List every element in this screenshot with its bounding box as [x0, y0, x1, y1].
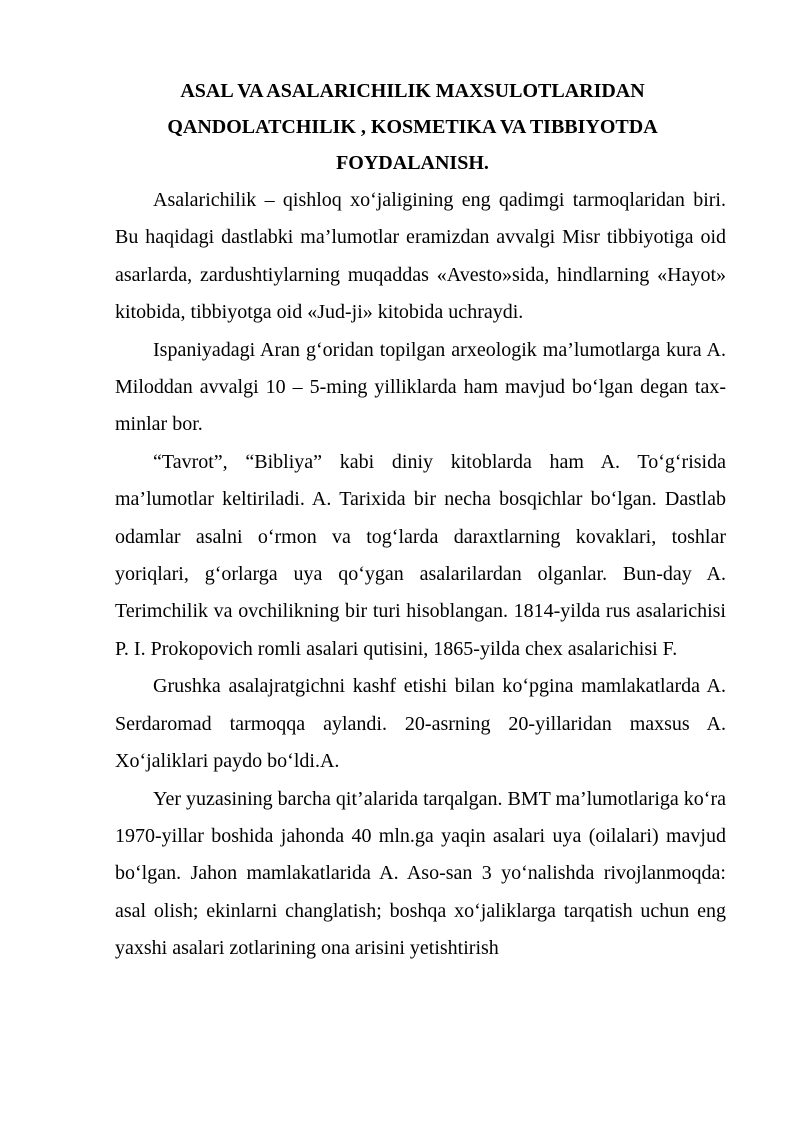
- paragraph-1: Asalarichilik – qishloq xo‘jaligining eng qadimgi tarmoqlaridan biri. Bu haqidagi dastlabki ma’lumotlar eramizdan avvalgi Misr tibbiyotiga oid asarlarda, zardushtiylarning muqaddas «Avesto»sida, hindlarning «Hayot» kitobida, tibbiyotga oid «Jud-ji» kitobida uchraydi.: [115, 189, 726, 324]
- document-title: [100, 73, 725, 181]
- title-line-2: QANDOLATCHILIK , KOSMETIKA VA TIBBIYOTDA: [167, 116, 658, 138]
- paragraph-5: Yer yuzasining barcha qit’alarida tarqalgan. BMT ma’lumotlariga ko‘ra 1970-yillar boshida jahonda 40 mln.ga yaqin asalari uya (oilalari) mavjud bo‘lgan. Jahon mamlakatlarida A. Aso-san 3 yo‘nalishda rivojlanmoqda: asal olish; ekinlarni changlatish; boshqa xo‘jaliklarga tarqatish uchun eng yaxshi asalari zotlarining ona arisini yetishtirish: [115, 787, 726, 960]
- paragraph-3: “Tavrot”, “Bibliya” kabi diniy kitoblarda ham A. To‘g‘risida ma’lumotlar keltiriladi. A. Tarixida bir necha bosqichlar bo‘lgan. Dastlab odamlar asalni o‘rmon va tog‘larda daraxtlarning kovaklari, toshlar yoriqlari, g‘orlarga uya qo‘ygan asalarilardan olganlar. Bun-day A. Terimchilik va ovchilikning bir turi hisoblangan. 1814-yilda rus asalarichisi P. I. Prokopovich romli asalari qutisini, 1865-yilda chex asalarichisi F.: [115, 450, 726, 660]
- title-line-3: FOYDALANISH.: [336, 152, 489, 174]
- paragraph-2: Ispaniyadagi Aran g‘oridan topilgan arxeologik ma’lumotlarga kura A. Miloddan avvalgi 10 – 5-ming yilliklarda ham mavjud bo‘lgan degan tax-minlar bor.: [115, 338, 726, 436]
- title-line-1: ASAL VA ASALARICHILIK MAXSULOTLARIDAN: [180, 80, 645, 102]
- paragraph-4: Grushka asalajratgichni kashf etishi bilan ko‘pgina mamlakatlarda A. Serdaromad tarmoqqa aylandi. 20-asrning 20-yillaridan maxsus A. Xo‘jaliklari paydo bo‘ldi.A.: [115, 675, 726, 773]
- document-body: [115, 182, 726, 968]
